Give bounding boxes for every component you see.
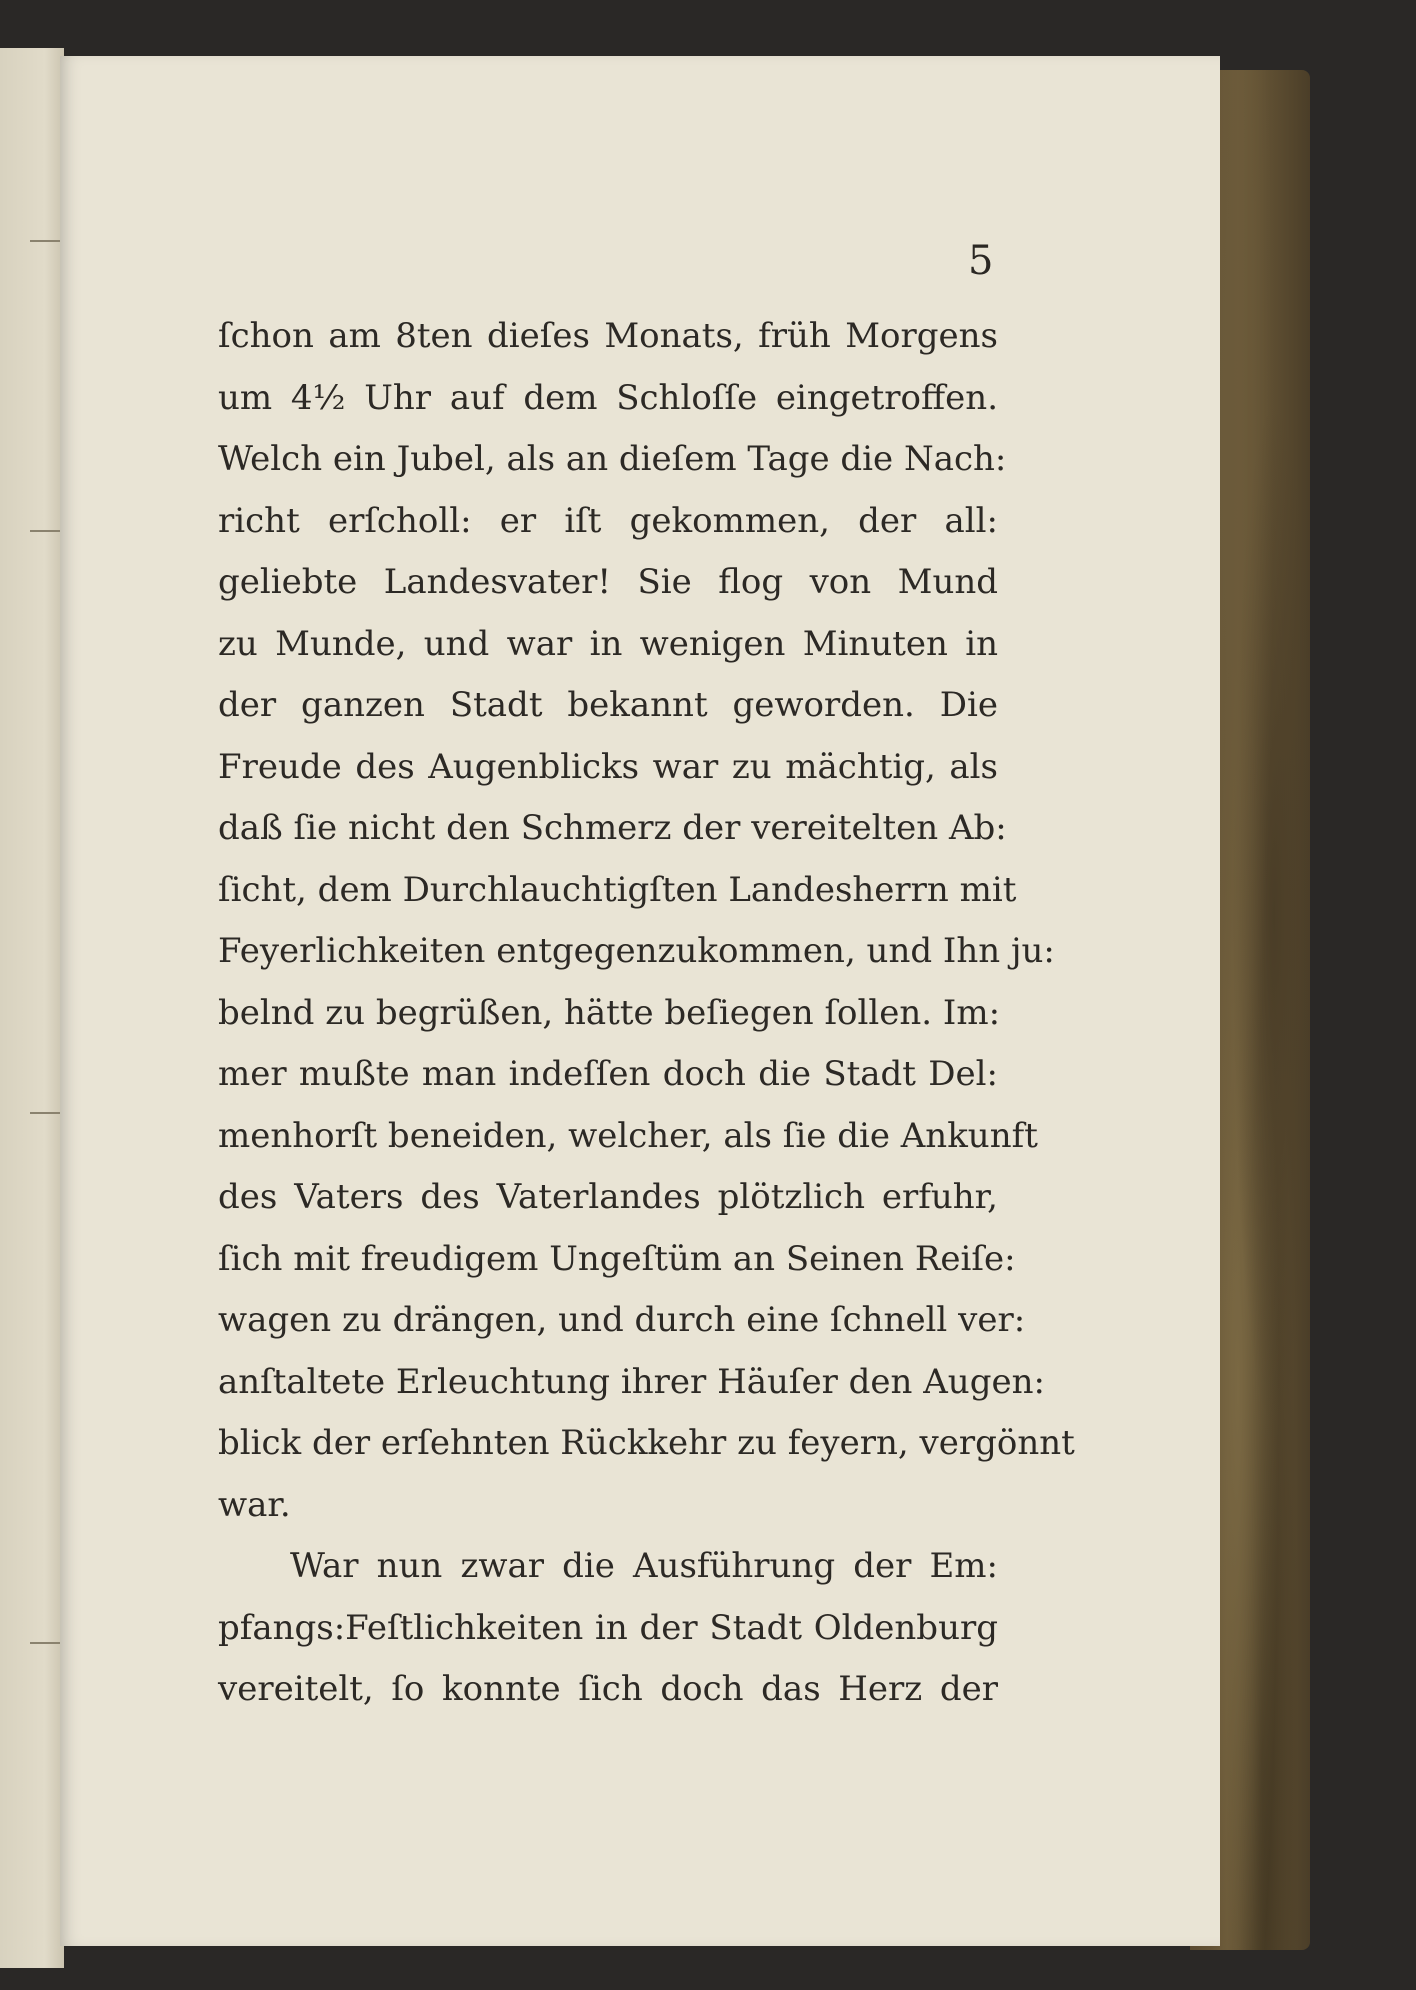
text-line: daß ſie nicht den Schmerz der vereitelten Ab: bbox=[218, 808, 1007, 848]
text-line: der ganzen Stadt bekannt geworden. Die bbox=[218, 685, 998, 725]
text-line: Welch ein Jubel, als an dieſem Tage die Nach: bbox=[218, 439, 1007, 479]
text-line: War nun zwar die Ausführung der Em: bbox=[290, 1546, 998, 1586]
text-line: menhorſt beneiden, welcher, als ſie die Ankunft bbox=[218, 1115, 1038, 1156]
text-line: um 4½ Uhr auf dem Schloſſe eingetroffen. bbox=[218, 377, 998, 418]
text-line: Freude des Augenblicks war zu mächtig, als bbox=[218, 746, 998, 787]
text-line: wagen zu drängen, und durch eine ſchnell ver: bbox=[218, 1300, 1026, 1340]
text-line: ſich mit freudigem Ungeſtüm an Seinen Reiſe: bbox=[218, 1238, 1016, 1279]
text-line: anſtaltete Erleuchtung ihrer Häuſer den Augen: bbox=[218, 1361, 1045, 1402]
text-line: des Vaters des Vaterlandes plötzlich erfuhr, bbox=[218, 1177, 998, 1217]
page-text bbox=[218, 306, 1075, 1721]
text-line: ſchon am 8ten dieſes Monats, früh Morgens bbox=[218, 316, 998, 356]
text-line: war. bbox=[218, 1484, 291, 1525]
text-line: Feyerlichkeiten entgegenzukommen, und Ihn ju: bbox=[218, 931, 1055, 971]
text-line: vereitelt, ſo konnte ſich doch das Herz der bbox=[218, 1669, 998, 1709]
text-line: ſicht, dem Durchlauchtigſten Landesherrn mit bbox=[218, 869, 1017, 910]
text-line: belnd zu begrüßen, hätte beſiegen ſollen. Im: bbox=[218, 992, 1001, 1033]
facing-page-edge bbox=[0, 48, 64, 1968]
text-line: mer mußte man indeſſen doch die Stadt Del: bbox=[218, 1054, 998, 1094]
text-line: geliebte Landesvater! Sie flog von Mund bbox=[218, 562, 998, 602]
text-line: pfangs:Feſtlichkeiten in der Stadt Oldenburg bbox=[218, 1607, 998, 1648]
text-line: blick der erſehnten Rückkehr zu feyern, vergönnt bbox=[218, 1423, 1075, 1463]
text-line: richt erſcholl: er iſt gekommen, der all: bbox=[218, 500, 998, 541]
text-line: zu Munde, und war in wenigen Minuten in bbox=[218, 623, 998, 664]
page-number: 5 bbox=[968, 238, 994, 284]
